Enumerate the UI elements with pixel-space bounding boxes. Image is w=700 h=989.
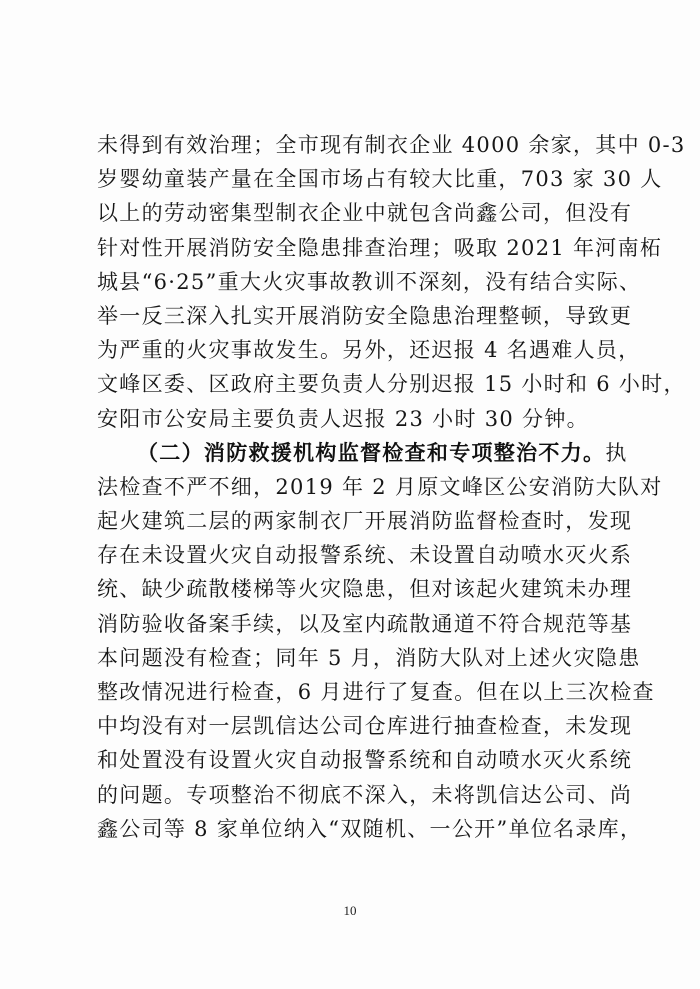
text-line: 存在未设置火灾自动报警系统、未设置自动喷水灭火系 [97,543,633,568]
text-line: 安阳市公安局主要负责人迟报 23 小时 30 分钟。 [97,406,589,431]
text-line: 起火建筑二层的两家制衣厂开展消防监督检查时，发现 [97,509,633,534]
text-line: 本问题没有检查；同年 5 月，消防大队对上述火灾隐患 [97,645,641,670]
text-line: 消防验收备案手续，以及室内疏散通道不符合规范等基 [97,611,633,636]
section-heading: （二）消防救援机构监督检查和专项整治不力。 [137,440,606,465]
page-number: 10 [343,903,357,918]
body-text [97,128,686,846]
text-line: 未得到有效治理；全市现有制衣企业 4000 余家，其中 0-3 [97,133,686,157]
text-line: 统、缺少疏散楼梯等火灾隐患，但对该起火建筑未办理 [97,577,633,602]
text-line: 和处置没有设置火灾自动报警系统和自动喷水灭火系统 [97,748,633,773]
text-line: 针对性开展消防安全隐患排查治理；吸取 2021 年河南柘 [97,235,663,260]
text-line: 的问题。专项整治不彻底不深入，未将凯信达公司、尚 [97,782,633,807]
text-line: 文峰区委、区政府主要负责人分别迟报 15 小时和 6 小时， [97,372,686,397]
section-heading-tail: 执 [605,440,628,465]
text-line: 岁婴幼童装产量在全国市场占有较大比重，703 家 30 人 [97,167,663,192]
text-line: 举一反三深入扎实开展消防安全隐患治理整顿，导致更 [97,303,633,328]
text-line: 城县“6·25”重大火灾事故教训不深刻，没有结合实际、 [97,269,642,294]
text-line: 为严重的火灾事故发生。另外，还迟报 4 名遇难人员， [97,338,641,363]
text-line: 以上的劳动密集型制衣企业中就包含尚鑫公司，但没有 [97,201,633,226]
section-heading-line [97,436,628,470]
text-line: 法检查不严不细，2019 年 2 月原文峰区公安消防大队对 [97,474,663,499]
text-line: 鑫公司等 8 家单位纳入“双随机、一公开”单位名录库， [97,816,643,841]
text-line: 中均没有对一层凯信达公司仓库进行抽查检查，未发现 [97,714,633,739]
text-line: 整改情况进行检查，6 月进行了复查。但在以上三次检查 [97,680,655,704]
